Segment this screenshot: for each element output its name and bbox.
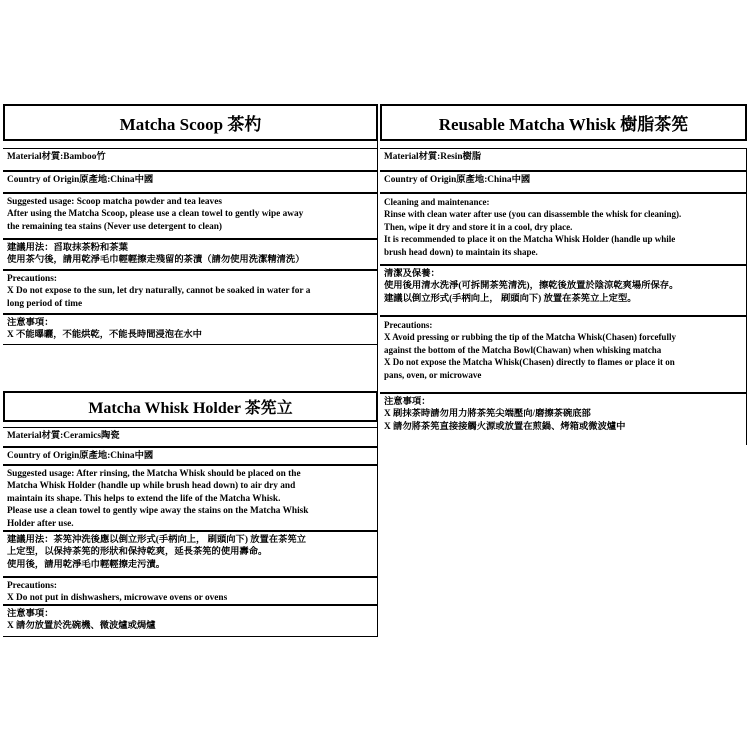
- matcha-scoop-precautions-zh: 注意事項： X 不能曝曬，不能烘乾，不能長時間浸泡在水中: [3, 314, 378, 345]
- matcha-whisk-holder-usage: Suggested usage: After rinsing, the Matcha Whisk should be placed on the Matcha Whisk Holder (handle up while brush head down) to air dry and maintain its shape. This helps to extend the life of the Matcha Whisk. Please use a clean towel to gently wipe away the stains on the Matcha Whisk Holder after use.: [3, 465, 378, 531]
- matcha-scoop-precautions: Precautions: X Do not expose to the sun, let dry naturally, cannot be soaked in water for a long period of time: [3, 270, 378, 314]
- matcha-whisk-panel: [380, 104, 747, 449]
- matcha-whisk-precautions: Precautions: X Avoid pressing or rubbing the tip of the Matcha Whisk(Chasen) forcefully against the bottom of the Matcha Bowl(Chawan) when whisking matcha X Do not expose the Matcha Whisk(Chasen) directly to flames or place it on pans, oven, or microwave: [380, 316, 747, 393]
- matcha-scoop-title-text: Matcha Scoop 茶杓: [119, 115, 262, 134]
- matcha-whisk-holder-title-text: Matcha Whisk Holder 茶筅立: [88, 400, 293, 417]
- matcha-whisk-holder-origin: Country of Origin原產地:China中國: [3, 447, 378, 465]
- matcha-whisk-title-text: Reusable Matcha Whisk 樹脂茶筅: [438, 115, 689, 134]
- matcha-whisk-title: [380, 104, 747, 141]
- matcha-scoop-panel: [3, 104, 378, 354]
- matcha-whisk-holder-precautions-zh: 注意事項： X 請勿放置於洗碗機、微波爐或焗爐: [3, 605, 378, 637]
- matcha-whisk-care-zh: 清潔及保養： 使用後用清水洗淨(可拆開茶筅清洗)，擦乾後放置於陰涼乾爽場所保存。 建議以倒立形式(手柄向上， 刷頭向下) 放置在茶筅立上定型。: [380, 265, 747, 316]
- matcha-whisk-precautions-zh: 注意事項： X 刷抹茶時請勿用力將茶筅尖端壓向/磨擦茶碗底部 X 請勿將茶筅直接接觸火源或放置在煎鍋、烤箱或微波爐中: [380, 393, 747, 445]
- matcha-whisk-holder-material: Material材質:Ceramics陶瓷: [3, 427, 378, 447]
- matcha-scoop-usage: Suggested usage: Scoop matcha powder and tea leaves After using the Matcha Scoop, please use a clean towel to gently wipe away the remaining tea stains (Never use detergent to clean): [3, 193, 378, 239]
- matcha-scoop-material: Material材質:Bamboo竹: [3, 148, 378, 171]
- matcha-whisk-holder-title: [3, 391, 378, 422]
- matcha-scoop-title: [3, 104, 378, 141]
- matcha-whisk-holder-usage-zh: 建議用法：茶筅沖洗後應以倒立形式(手柄向上， 刷頭向下) 放置在茶筅立 上定型，以保持茶筅的形狀和保持乾爽，延長茶筅的使用壽命。 使用後，請用乾淨毛巾輕輕擦走污漬。: [3, 531, 378, 577]
- matcha-whisk-material: Material材質:Resin樹脂: [380, 148, 747, 171]
- matcha-scoop-usage-zh: 建議用法：舀取抹茶粉和茶葉 使用茶勺後，請用乾淨毛巾輕輕擦走殘留的茶漬（請勿使用洗潔精清洗）: [3, 239, 378, 270]
- matcha-whisk-care: Cleaning and maintenance: Rinse with clean water after use (you can disassemble the whisk for cleaning). Then, wipe it dry and store it in a cool, dry place. It is recommended to place it on the Matcha Whisk Holder (handle up while brush head down) to maintain its shape.: [380, 193, 747, 265]
- matcha-scoop-origin: Country of Origin原產地:China中國: [3, 171, 378, 193]
- matcha-whisk-holder-panel: [3, 391, 378, 637]
- matcha-whisk-origin: Country of Origin原產地:China中國: [380, 171, 747, 193]
- matcha-whisk-holder-precautions: Precautions: X Do not put in dishwashers, microwave ovens or ovens: [3, 577, 378, 605]
